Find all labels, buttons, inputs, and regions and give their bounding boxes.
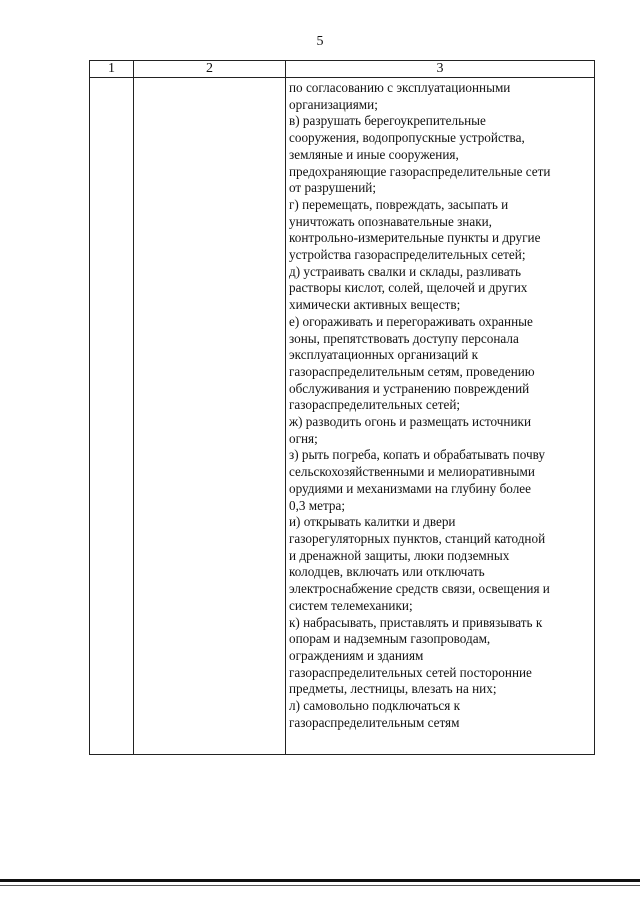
text-line: зоны, препятствовать доступу персонала <box>289 330 519 346</box>
text-line: газораспределительных сетей; <box>289 397 461 413</box>
text-line: растворы кислот, солей, щелочей и других <box>289 280 528 296</box>
text-line: орудиями и механизмами на глубину более <box>289 480 531 496</box>
col3-text-block <box>286 78 594 731</box>
cell-col3 <box>286 78 595 755</box>
text-line: д) устраивать свалки и склады, разливать <box>289 263 521 279</box>
text-line: в) разрушать берегоукрепительные <box>289 113 486 129</box>
text-line: 0,3 метра; <box>289 497 346 513</box>
text-line: л) самовольно подключаться к <box>289 698 461 714</box>
text-line: опорам и надземным газопроводам, <box>289 631 491 647</box>
text-line: по согласованию с эксплуатационными <box>289 80 511 95</box>
text-line: устройства газораспределительных сетей; <box>289 247 526 263</box>
text-line: предметы, лестницы, влезать на них; <box>289 681 497 697</box>
text-line: земляные и иные сооружения, <box>289 146 459 162</box>
text-line: организациями; <box>289 96 378 112</box>
document-table <box>89 60 595 755</box>
column-header-2: 2 <box>134 61 286 78</box>
page-number: 5 <box>316 34 324 49</box>
text-line: газораспределительных сетей посторонние <box>289 664 532 680</box>
bottom-rule-thin <box>0 885 640 886</box>
text-line: ж) разводить огонь и размещать источники <box>289 414 532 430</box>
text-line: огня; <box>289 430 318 446</box>
text-line: и) открывать калитки и двери <box>289 514 456 530</box>
text-line: от разрушений; <box>289 180 376 196</box>
text-line: з) рыть погреба, копать и обрабатывать почву <box>289 447 545 463</box>
text-line: эксплуатационных организаций к <box>289 347 479 363</box>
text-line: газорегуляторных пунктов, станций катодной <box>289 530 546 546</box>
text-line: колодцев, включать или отключать <box>289 564 485 580</box>
text-line: газораспределительным сетям <box>289 714 460 730</box>
table-header-row <box>90 61 595 78</box>
column-header-1: 1 <box>90 61 134 78</box>
text-line: ограждениям и зданиям <box>289 647 424 663</box>
text-line: химически активных веществ; <box>289 297 461 313</box>
cell-col2 <box>134 78 286 755</box>
text-line: к) набрасывать, приставлять и привязывать к <box>289 614 543 630</box>
table-row <box>90 78 595 755</box>
text-line: газораспределительным сетям, проведению <box>289 363 535 379</box>
text-line: электроснабжение средств связи, освещения и <box>289 581 550 597</box>
bottom-rule <box>0 879 640 882</box>
text-line: систем телемеханики; <box>289 597 413 613</box>
text-line: е) огораживать и перегораживать охранные <box>289 313 533 329</box>
text-line: предохраняющие газораспределительные сети <box>289 163 551 179</box>
text-line: сооружения, водопропускные устройства, <box>289 130 525 146</box>
text-line: уничтожать опознавательные знаки, <box>289 213 492 229</box>
text-line: г) перемещать, повреждать, засыпать и <box>289 196 509 212</box>
text-line: сельскохозяйственными и мелиоративными <box>289 464 535 480</box>
text-line: контрольно-измерительные пункты и другие <box>289 230 541 246</box>
text-line: обслуживания и устранению повреждений <box>289 380 530 396</box>
cell-col1 <box>90 78 134 755</box>
text-line: и дренажной защиты, люки подземных <box>289 547 510 563</box>
column-header-3: 3 <box>286 61 595 78</box>
